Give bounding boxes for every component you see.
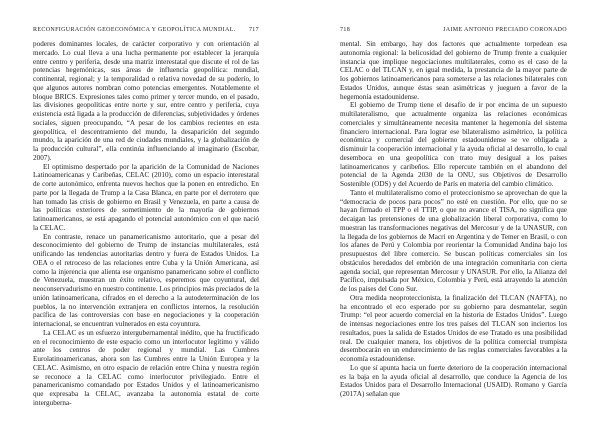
body-paragraph: Otra medida neoproteccionista, la finalización del TLCAN (NAFTA), no ha encontrado el eco esperado por su gobierno para desmantelar, según Trump: “el peor acuerdo comercial en la historia de Estados Unidos”. Luego de intensas negociaciones entre los tres países del TLCAN son inciertos los resultados, pues la salida de Estados Unidos de ese Tratado es una posibilidad real. De cualquier manera, los objetivos de la política comercial trumpista desembocarán en un endurecimiento de las reglas comerciales favorables a la economía estadounidense.: [340, 293, 567, 363]
body-paragraph: El gobierno de Trump tiene el desafío de ir por encima de un supuesto multilateralismo, que actualmente organiza las relaciones económicas comerciales y simultáneamente necesita mantener la hegemonía del sistema financiero internacional. Para lograr ese bilateralismo asimétrico, la política económica y comercial del gobierno estadounidense se ve obligada a disminuir la cooperación internacional y la ayuda oficial al desarrollo, lo cual desemboca en una geopolítica con trato muy desigual a los países latinoamericanos y caribeños. Ello repercute también en el abandono del potencial de la Agenda 2030 de la ONU, sus Objetivos de Desarrollo Sostenible (ODS) y del Acuerdo de París en materia del cambio climático.: [340, 101, 567, 188]
page-number-left: 717: [248, 27, 259, 33]
body-paragraph: El optimismo despertado por la aparición de la Comunidad de Naciones Latinoamericanas y Caribeñas, CELAC (2010), como un espacio interestatal de corte autonómico, enfrenta nuevos hechos que la ponen en entredicho. En parte por la llegada de Trump a la Casa Blanca, en parte por el derrotero que han tomado las crisis de gobierno en Brasil y Venezuela, en parte a causa de las políticas exteriores de sometimiento de la mayoría de gobiernos latinoamericanos, se está apagando el potencial autonómico con el que nació la CELAC.: [33, 162, 259, 232]
body-paragraph: La CELAC es un esfuerzo intergubernamental inédito, que ha fructificado en el reconocimiento de este espacio como un interlocutor legítimo y válido ante los centros de poder regional y mundial. Las Cumbres Eurolatinoamericanas, ahora son las Cumbres entre la Unión Europea y la CELAC. Asimismo, en otro espacio de relación entre China y nuestra región se reconoce a la CELAC como interlocutor privilegiado. Entre el panamericanismo comandado por Estados Unidos y el latinoamericanismo que expresaba la CELAC, avanzaba la autonomía estatal de corte interguberna-: [33, 328, 259, 407]
running-title-left: RECONFIGURACIÓN GEOECONÓMICA Y GEOPOLÍTICA MUNDIAL.: [33, 27, 236, 33]
page-body-left: [33, 40, 259, 408]
body-paragraph: poderes dominantes locales, de carácter corporativo y con orientación al mercado. Lo cual lleva a una lucha permanente por establecer la jerarquía entre centro y periferia, desde una matriz interestatal que discute el rol de las potencias hegemónicas, sus áreas de influencia geopolítica: mundial, continental, regional; y la temporalidad o relativa novedad de su poderío, lo que algunos autores nombran como potencias emergentes. Notablemente el bloque BRICS. Expresiones tales como primer y tercer mundo, en el pasado, las divisiones geopolíticas entre norte y sur, entre centro y periferia, cuya existencia está ligada a la producción de diferencias, subjetividades y órdenes sociales, siguen preocupando, “A pesar de los cambios recientes en esta geopolítica, el descentramiento del mundo, la desaparición del segundo mundo, la aparición de una red de ciudades mundiales, y la globalización de la producción cultural”, ella continúa influenciando al imaginario (Escobar, 2007).: [33, 40, 259, 162]
page-number-right: 718: [340, 27, 351, 33]
body-paragraph: mental. Sin embargo, hay dos factores que actualmente torpedean esa autonomía regional: la belicosidad del gobierno de Trump frente a cualquier instancia que implique negociaciones multilaterales, como es el caso de la CELAC o del TLCAN y, en igual medida, la prestancia de la mayor parte de los gobiernos latinoamericanos para someterse a las relaciones bilaterales con Estados Unidos, aunque éstas sean asimétricas y jueguen a favor de la hegemonía estadounidense.: [340, 40, 567, 101]
body-paragraph: Tanto el multilateralismo como el proteccionismo se aprovechan de que la “democracia de pocos para pocos” no esté en cuestión. Por ello, que no se hayan firmado el TPP o el TTIP, o que no avance el TISA, no significa que decaigan las pretensiones de una globalización liberal corporativa, como lo muestran las transformaciones negativas del Mercosur y de la UNASUR, con la llegada de los gobiernos de Macri en Argentina y de Temer en Brasil, o con los afanes de Perú y Colombia por reorientar la Comunidad Andina bajo los presupuestos del libre comercio. Se buscan políticas comerciales sin los obstáculos heredados del embrión de una integración comunitaria con cierta agenda social, que representan Mercosur y UNASUR. Por ello, la Alianza del Pacífico, impulsada por México, Colombia y Perú, está atrayendo la atención de los países del Cono Sur.: [340, 188, 567, 293]
body-paragraph: En contraste, renace un panamericanismo autoritario, que a pesar del desconocimiento del gobierno de Trump de instancias multilaterales, está unificando las tendencias autoritarias dentro y fuera de Estados Unidos. La OEA o el retroceso de las relaciones entre Cuba y la Unión Americana, así como la injerencia que alienta ese organismo panamericano sobre el conflicto de Venezuela, muestran un éxito relativo, esperemos que coyuntural, del neoconservadurismo en nuestro continente. Los principios más preciados de la unión latinoamericana, cifrados en el derecho a la autodeterminación de los pueblos, la no intervención extranjera en conflictos internos, la resolución pacífica de las controversias con base en negociaciones y la cooperación internacional, se encuentran vulnerados en esta coyuntura.: [33, 232, 259, 328]
running-title-right: JAIME ANTONIO PRECIADO CORONADO: [443, 27, 567, 33]
running-header-right: [340, 27, 567, 33]
body-paragraph: Lo que sí apunta hacia un fuerte deterioro de la cooperación internacional es la baja en la ayuda oficial al desarrollo, que conduce la Agencia de los Estados Unidos para el Desarrollo Internacional (USAID). Romano y García (2017A) señalan que: [340, 363, 567, 398]
running-header-left: [33, 27, 259, 33]
page-body-right: [340, 40, 567, 399]
page-right: [300, 0, 600, 431]
